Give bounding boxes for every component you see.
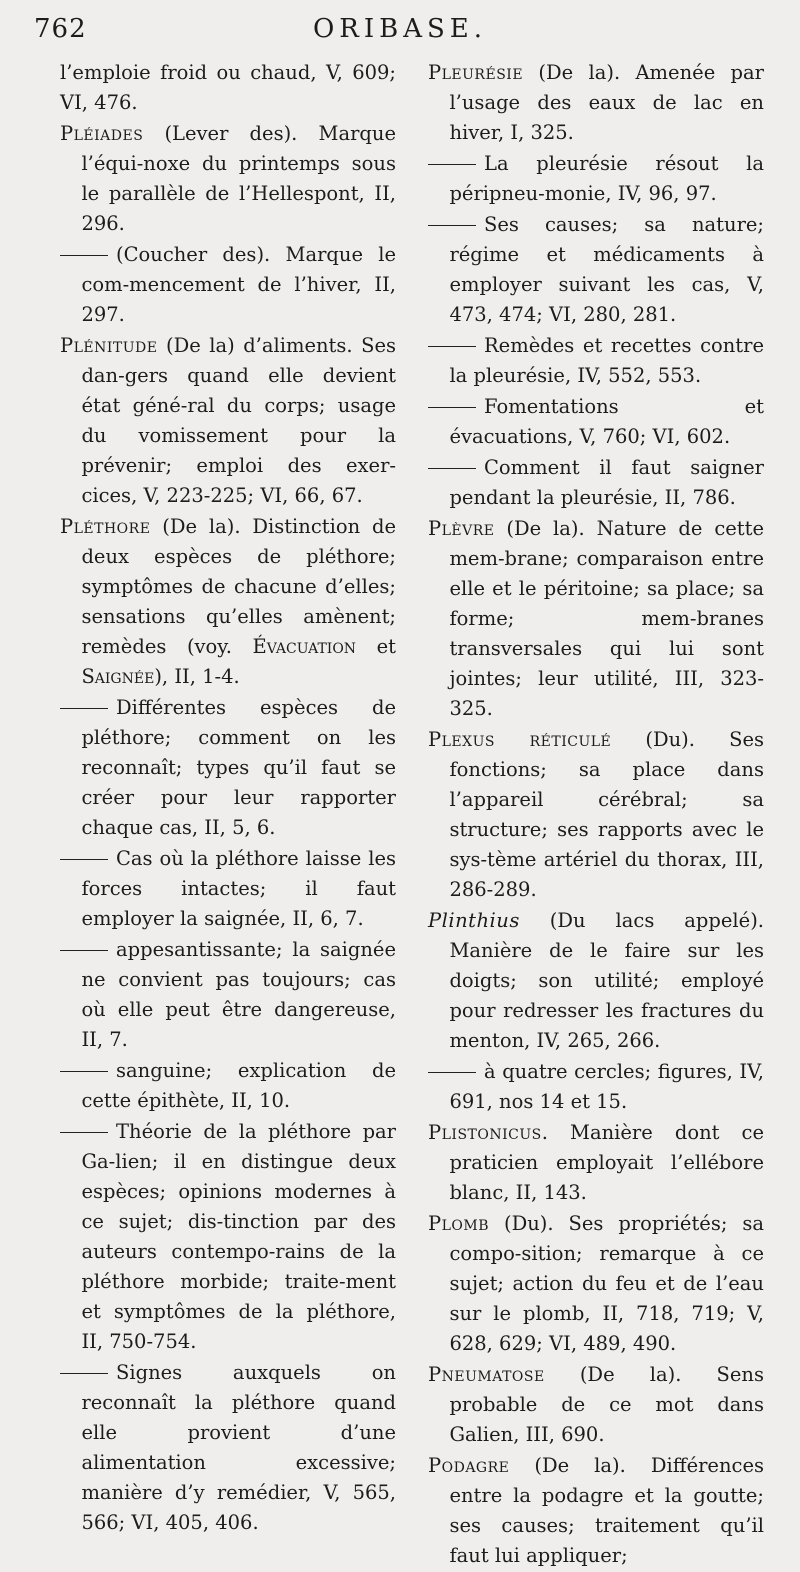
dash-rule xyxy=(428,1072,476,1073)
entry-headword: Plistonicus xyxy=(428,1121,542,1144)
dash-rule xyxy=(428,407,476,408)
entry-headword: Pneumatose xyxy=(428,1363,545,1386)
index-subentry: (Coucher des). Marque le com-mencement de l’hiver, II, 297. xyxy=(60,240,396,330)
entry-headword: Plénitude xyxy=(60,334,158,357)
index-entry-plinthius: Plinthius (Du lacs appelé). Manière de le faire sur les doigts; son utilité; employé pour redresser les fractures du menton, IV, 265, 266. xyxy=(428,909,764,1052)
left-column xyxy=(60,58,396,1539)
index-entry-pneumatose: Pneumatose (De la). Sens probable de ce mot dans Galien, III, 690. xyxy=(428,1363,764,1446)
entry-headword: Plinthius xyxy=(428,909,520,932)
index-subentry: Ses causes; sa nature; régime et médicaments à employer suivant les cas, V, 473, 474; VI, 280, 281. xyxy=(428,210,764,330)
dash-rule xyxy=(60,859,108,860)
entry-headword: Podagre xyxy=(428,1454,510,1477)
index-subentry: Fomentations et évacuations, V, 760; VI, 602. xyxy=(428,392,764,452)
dash-rule xyxy=(428,346,476,347)
index-subentry: Théorie de la pléthore par Ga-lien; il en distingue deux espèces; opinions modernes à ce sujet; dis-tinction par des auteurs contempo-rains de la pléthore morbide; traite-ment et symptômes de la pléthore, II, 750-754. xyxy=(60,1117,396,1357)
dash-rule xyxy=(428,225,476,226)
index-subentry: Cas où la pléthore laisse les forces intactes; il faut employer la saignée, II, 6, 7. xyxy=(60,844,396,934)
index-entry-plenitude: Plénitude (De la) d’aliments. Ses dan-gers quand elle devient état géné-ral du corps; usage du vomissement pour la prévenir; emploi des exer-cices, V, 223-225; VI, 66, 67. xyxy=(60,334,396,507)
cross-reference: Évacuation xyxy=(252,635,357,658)
entry-headword: Pléthore xyxy=(60,515,151,538)
index-subentry: appesantissante; la saignée ne convient pas toujours; cas où elle peut être dangereuse, II, 7. xyxy=(60,935,396,1055)
index-entry-pleiades: Pléiades (Lever des). Marque l’équi-noxe du printemps sous le parallèle de l’Hellespont, II, 296. xyxy=(60,122,396,235)
index-subentry: Signes auxquels on reconnaît la pléthore quand elle provient d’une alimentation excessive; manière d’y remédier, V, 565, 566; VI, 405, 406. xyxy=(60,1358,396,1538)
cross-reference: Saignée xyxy=(81,665,155,688)
index-subentry: La pleurésie résout la péripneu-monie, IV, 96, 97. xyxy=(428,149,764,209)
index-entry-plevre: Plèvre (De la). Nature de cette mem-brane; comparaison entre elle et le péritoine; sa place; sa forme; mem-branes transversales qui lui sont jointes; leur utilité, III, 323-325. xyxy=(428,517,764,720)
index-entry-plistonicus: Plistonicus. Manière dont ce praticien employait l’ellébore blanc, II, 143. xyxy=(428,1121,764,1204)
dash-rule xyxy=(60,1132,108,1133)
dash-rule xyxy=(60,708,108,709)
running-title: ORIBASE. xyxy=(312,14,488,44)
dash-rule xyxy=(60,1373,108,1374)
dash-rule xyxy=(60,255,108,256)
right-column xyxy=(428,58,764,1572)
entry-headword: Pléiades xyxy=(60,122,144,145)
dash-rule xyxy=(60,950,108,951)
index-subentry: sanguine; explication de cette épithète, II, 10. xyxy=(60,1056,396,1116)
index-entry-pleuresie: Pleurésie (De la). Amenée par l’usage des eaux de lac en hiver, I, 325. xyxy=(428,61,764,144)
index-subentry: à quatre cercles; figures, IV, 691, nos 14 et 15. xyxy=(428,1057,764,1117)
entry-headword: Pleurésie xyxy=(428,61,524,84)
index-subentry: Comment il faut saigner pendant la pleurésie, II, 786. xyxy=(428,453,764,513)
index-entry-podagre: Podagre (De la). Différences entre la podagre et la goutte; ses causes; traitement qu’il faut lui appliquer; xyxy=(428,1454,764,1567)
dash-rule xyxy=(60,1071,108,1072)
index-subentry: Remèdes et recettes contre la pleurésie, IV, 552, 553. xyxy=(428,331,764,391)
entry-headword: Plèvre xyxy=(428,517,495,540)
page-number: 762 xyxy=(34,14,87,44)
entry-headword: Plomb xyxy=(428,1212,490,1235)
index-entry-plexus: Plexus réticulé (Du). Ses fonctions; sa place dans l’appareil cérébral; sa structure; ses rapports avec le sys-tème artériel du thorax, III, 286-289. xyxy=(428,728,764,901)
index-entry-continuation: l’emploie froid ou chaud, V, 609; VI, 476. xyxy=(60,61,396,114)
dash-rule xyxy=(428,468,476,469)
index-entry-plethore: Pléthore (De la). Distinction de deux espèces de pléthore; symptômes de chacune d’elles; sensations qu’elles amènent; remèdes (voy. Évacuation et Saignée), II, 1-4. xyxy=(60,515,397,688)
dash-rule xyxy=(428,164,476,165)
entry-headword: Plexus réticulé xyxy=(428,728,612,751)
index-entry-plomb: Plomb (Du). Ses propriétés; sa compo-sition; remarque à ce sujet; action du feu et de l’eau sur le plomb, II, 718, 719; V, 628, 629; VI, 489, 490. xyxy=(428,1212,764,1355)
index-subentry: Différentes espèces de pléthore; comment on les reconnaît; types qu’il faut se créer pour leur rapporter chaque cas, II, 5, 6. xyxy=(60,693,396,843)
